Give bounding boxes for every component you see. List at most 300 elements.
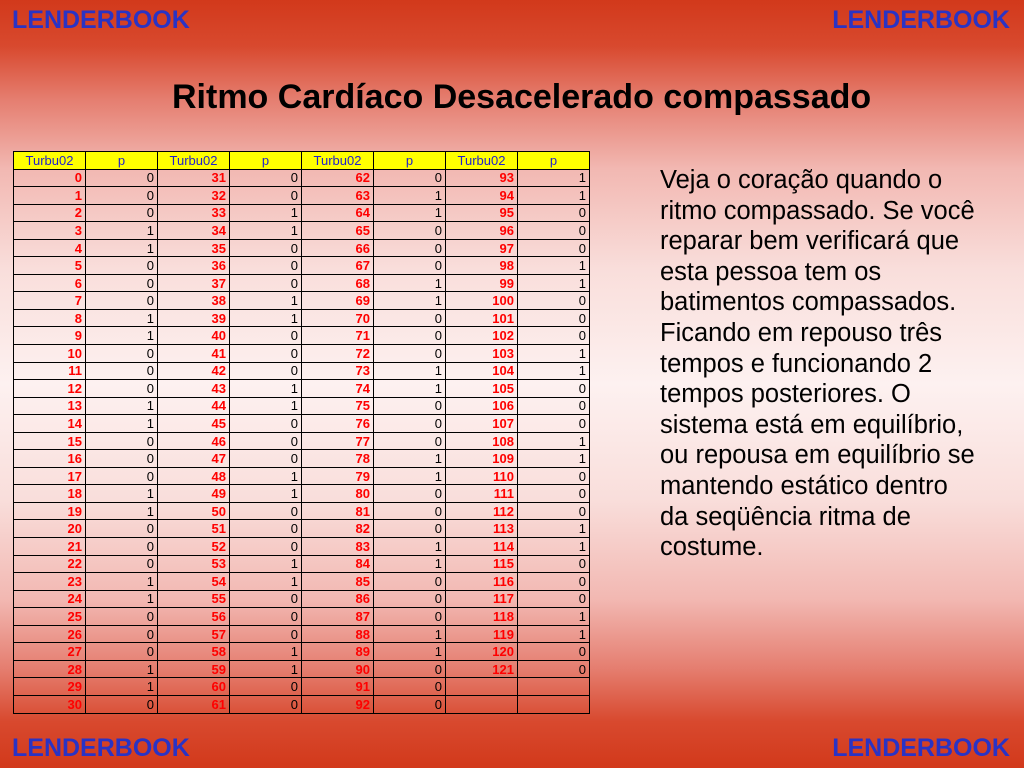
p-cell: 0: [230, 239, 302, 257]
turbu02-cell: 23: [14, 573, 86, 591]
p-cell: 0: [86, 467, 158, 485]
description-line: tempos posteriores. O: [660, 380, 911, 409]
table-row: [14, 169, 590, 187]
p-cell: 0: [230, 538, 302, 556]
p-cell: 0: [230, 450, 302, 468]
table-row: [14, 555, 590, 573]
turbu02-cell: 44: [158, 397, 230, 415]
turbu02-cell: 38: [158, 292, 230, 310]
turbu02-cell: 118: [446, 608, 518, 626]
table-row: [14, 345, 590, 363]
p-cell: 1: [86, 502, 158, 520]
turbu02-cell: 4: [14, 239, 86, 257]
p-cell: 0: [518, 292, 590, 310]
p-cell: 0: [230, 345, 302, 363]
p-cell: 0: [374, 415, 446, 433]
p-cell: 1: [230, 643, 302, 661]
turbu02-cell: 45: [158, 415, 230, 433]
p-cell: 1: [86, 573, 158, 591]
description-line: esta pessoa tem os: [660, 257, 882, 286]
turbu02-cell: 112: [446, 502, 518, 520]
p-cell: 1: [518, 538, 590, 556]
p-cell: 0: [374, 695, 446, 713]
p-cell: 0: [230, 327, 302, 345]
p-cell: 0: [374, 485, 446, 503]
turbu02-cell: 82: [302, 520, 374, 538]
turbu02-cell: 87: [302, 608, 374, 626]
p-cell: 1: [518, 608, 590, 626]
turbu02-cell: 6: [14, 274, 86, 292]
p-cell: 0: [518, 239, 590, 257]
p-cell: 0: [230, 625, 302, 643]
p-cell: 1: [230, 222, 302, 240]
turbu02-cell: 73: [302, 362, 374, 380]
turbu02-cell: 12: [14, 380, 86, 398]
turbu02-cell: 105: [446, 380, 518, 398]
table-row: [14, 380, 590, 398]
turbu02-cell: 13: [14, 397, 86, 415]
p-cell: 0: [86, 432, 158, 450]
table-row: [14, 625, 590, 643]
p-cell: 1: [86, 678, 158, 696]
turbu02-cell: 104: [446, 362, 518, 380]
p-cell: 1: [86, 415, 158, 433]
table-row: [14, 590, 590, 608]
table-row: [14, 397, 590, 415]
brand-label-bottom-left: LENDERBOOK: [12, 734, 190, 762]
turbu02-cell: 83: [302, 538, 374, 556]
p-cell: 0: [86, 169, 158, 187]
table-row: [14, 415, 590, 433]
turbu02-cell: 28: [14, 660, 86, 678]
turbu02-cell: 7: [14, 292, 86, 310]
turbu02-cell: 9: [14, 327, 86, 345]
turbu02-cell: 61: [158, 695, 230, 713]
turbu02-cell: 102: [446, 327, 518, 345]
p-cell: 1: [86, 222, 158, 240]
table-body: [14, 169, 590, 713]
turbu02-cell: 37: [158, 274, 230, 292]
turbu02-cell: 16: [14, 450, 86, 468]
p-cell: 0: [518, 415, 590, 433]
p-cell: 0: [374, 397, 446, 415]
turbu02-cell: 89: [302, 643, 374, 661]
turbu02-cell: 24: [14, 590, 86, 608]
p-cell: 1: [230, 292, 302, 310]
turbu02-cell: 95: [446, 204, 518, 222]
table-row: [14, 292, 590, 310]
turbu02-cell: 77: [302, 432, 374, 450]
p-cell: 0: [374, 169, 446, 187]
turbu02-cell: 110: [446, 467, 518, 485]
p-cell: 1: [374, 450, 446, 468]
table-row: [14, 643, 590, 661]
p-cell: 0: [374, 590, 446, 608]
column-header-p: p: [518, 152, 590, 170]
p-cell: 0: [374, 678, 446, 696]
column-header-turbu02: Turbu02: [302, 152, 374, 170]
slide-title: Ritmo Cardíaco Desacelerado compassado: [172, 78, 872, 116]
turbu02-cell: 94: [446, 187, 518, 205]
data-table: [13, 151, 590, 714]
description-line: sistema está em equilíbrio,: [660, 410, 964, 439]
p-cell: 0: [518, 397, 590, 415]
turbu02-cell: 20: [14, 520, 86, 538]
turbu02-cell: 98: [446, 257, 518, 275]
p-cell: 0: [518, 327, 590, 345]
turbu02-cell: 48: [158, 467, 230, 485]
p-cell: 0: [86, 345, 158, 363]
p-cell: 0: [518, 380, 590, 398]
p-cell: 1: [374, 187, 446, 205]
p-cell: 0: [86, 257, 158, 275]
turbu02-cell: 54: [158, 573, 230, 591]
p-cell: 0: [374, 608, 446, 626]
p-cell: 0: [518, 590, 590, 608]
turbu02-cell: 27: [14, 643, 86, 661]
table-row: [14, 257, 590, 275]
p-cell: 0: [86, 520, 158, 538]
turbu02-cell: 121: [446, 660, 518, 678]
turbu02-cell: 91: [302, 678, 374, 696]
p-cell: 1: [374, 274, 446, 292]
turbu02-cell: 55: [158, 590, 230, 608]
column-header-turbu02: Turbu02: [446, 152, 518, 170]
table-row: [14, 538, 590, 556]
p-cell: 0: [518, 573, 590, 591]
turbu02-cell: 66: [302, 239, 374, 257]
p-cell: 0: [518, 555, 590, 573]
turbu02-cell: 99: [446, 274, 518, 292]
table-row: [14, 660, 590, 678]
p-cell: 0: [230, 502, 302, 520]
turbu02-cell: 14: [14, 415, 86, 433]
turbu02-cell: 72: [302, 345, 374, 363]
turbu02-cell: 80: [302, 485, 374, 503]
turbu02-cell: 51: [158, 520, 230, 538]
p-cell: 1: [230, 309, 302, 327]
p-cell: 0: [230, 678, 302, 696]
description-line: Veja o coração quando o: [660, 166, 943, 194]
table-row: [14, 608, 590, 626]
turbu02-cell: 70: [302, 309, 374, 327]
p-cell: 0: [230, 187, 302, 205]
p-cell: 1: [518, 274, 590, 292]
brand-label-bottom-right: LENDERBOOK: [832, 734, 1010, 762]
description-line: costume.: [660, 533, 764, 562]
table-row: [14, 520, 590, 538]
turbu02-cell: 93: [446, 169, 518, 187]
turbu02-cell: 76: [302, 415, 374, 433]
description-line: da seqüência ritma de: [660, 502, 911, 531]
turbu02-cell: 33: [158, 204, 230, 222]
turbu02-cell: 97: [446, 239, 518, 257]
turbu02-cell: 108: [446, 432, 518, 450]
turbu02-cell: 2: [14, 204, 86, 222]
table-row: [14, 187, 590, 205]
turbu02-cell: 107: [446, 415, 518, 433]
turbu02-cell: 0: [14, 169, 86, 187]
table-row: [14, 432, 590, 450]
p-cell: 0: [230, 274, 302, 292]
p-cell: 1: [374, 292, 446, 310]
turbu02-cell: 26: [14, 625, 86, 643]
p-cell: 0: [86, 625, 158, 643]
turbu02-cell: 59: [158, 660, 230, 678]
table-row: [14, 204, 590, 222]
turbu02-cell: 11: [14, 362, 86, 380]
p-cell: 1: [518, 625, 590, 643]
turbu02-cell: 3: [14, 222, 86, 240]
p-cell: 0: [230, 695, 302, 713]
turbu02-cell: 78: [302, 450, 374, 468]
p-cell: [518, 695, 590, 713]
turbu02-cell: 36: [158, 257, 230, 275]
turbu02-cell: 65: [302, 222, 374, 240]
p-cell: 0: [230, 257, 302, 275]
turbu02-cell: 84: [302, 555, 374, 573]
table-row: [14, 239, 590, 257]
p-cell: 0: [374, 520, 446, 538]
p-cell: 1: [230, 467, 302, 485]
description-line: reparar bem verificará que: [660, 227, 960, 256]
p-cell: 1: [86, 397, 158, 415]
turbu02-cell: 40: [158, 327, 230, 345]
p-cell: 1: [518, 450, 590, 468]
turbu02-cell: [446, 678, 518, 696]
turbu02-cell: 62: [302, 169, 374, 187]
turbu02-cell: 111: [446, 485, 518, 503]
p-cell: 0: [374, 327, 446, 345]
p-cell: 1: [230, 485, 302, 503]
turbu02-cell: 74: [302, 380, 374, 398]
p-cell: 0: [518, 309, 590, 327]
p-cell: 0: [86, 204, 158, 222]
p-cell: 0: [374, 502, 446, 520]
turbu02-cell: 41: [158, 345, 230, 363]
p-cell: 1: [86, 327, 158, 345]
p-cell: 0: [374, 660, 446, 678]
turbu02-cell: 42: [158, 362, 230, 380]
table-row: [14, 573, 590, 591]
turbu02-cell: 5: [14, 257, 86, 275]
turbu02-cell: 116: [446, 573, 518, 591]
turbu02-cell: 43: [158, 380, 230, 398]
column-header-p: p: [86, 152, 158, 170]
turbu02-cell: 63: [302, 187, 374, 205]
turbu02-cell: 49: [158, 485, 230, 503]
p-cell: 0: [230, 520, 302, 538]
p-cell: 0: [86, 187, 158, 205]
p-cell: 0: [86, 274, 158, 292]
turbu02-cell: 119: [446, 625, 518, 643]
p-cell: 0: [86, 538, 158, 556]
p-cell: 0: [86, 380, 158, 398]
column-header-turbu02: Turbu02: [158, 152, 230, 170]
turbu02-cell: 90: [302, 660, 374, 678]
table-row: [14, 222, 590, 240]
p-cell: 1: [86, 590, 158, 608]
p-cell: 1: [518, 345, 590, 363]
turbu02-cell: 47: [158, 450, 230, 468]
p-cell: 0: [518, 660, 590, 678]
p-cell: 1: [374, 380, 446, 398]
turbu02-cell: 67: [302, 257, 374, 275]
p-cell: 1: [230, 380, 302, 398]
description-line: ou repousa em equilíbrio se: [660, 441, 975, 470]
brand-label-top-right: LENDERBOOK: [832, 6, 1010, 34]
turbu02-cell: 103: [446, 345, 518, 363]
table-header-row: [14, 152, 590, 170]
description-line: ritmo compassado. Se você: [660, 196, 975, 225]
description-text: [660, 165, 1010, 563]
p-cell: 0: [230, 590, 302, 608]
p-cell: 1: [374, 625, 446, 643]
p-cell: 0: [374, 309, 446, 327]
turbu02-cell: 86: [302, 590, 374, 608]
p-cell: 0: [86, 555, 158, 573]
turbu02-cell: 17: [14, 467, 86, 485]
turbu02-cell: 114: [446, 538, 518, 556]
p-cell: 1: [518, 362, 590, 380]
p-cell: 0: [86, 695, 158, 713]
p-cell: 0: [230, 608, 302, 626]
p-cell: 1: [230, 573, 302, 591]
p-cell: 1: [518, 257, 590, 275]
p-cell: 1: [518, 520, 590, 538]
turbu02-cell: 79: [302, 467, 374, 485]
p-cell: 0: [518, 643, 590, 661]
turbu02-cell: 34: [158, 222, 230, 240]
p-cell: 1: [86, 239, 158, 257]
p-cell: 0: [374, 222, 446, 240]
p-cell: 0: [86, 643, 158, 661]
p-cell: 0: [518, 467, 590, 485]
turbu02-cell: 85: [302, 573, 374, 591]
table-row: [14, 485, 590, 503]
turbu02-cell: 106: [446, 397, 518, 415]
p-cell: 1: [86, 485, 158, 503]
p-cell: 0: [374, 573, 446, 591]
turbu02-cell: 39: [158, 309, 230, 327]
turbu02-cell: 18: [14, 485, 86, 503]
table-header: [14, 152, 590, 170]
turbu02-cell: 113: [446, 520, 518, 538]
turbu02-cell: 10: [14, 345, 86, 363]
turbu02-cell: 115: [446, 555, 518, 573]
p-cell: 0: [86, 608, 158, 626]
turbu02-cell: 69: [302, 292, 374, 310]
p-cell: 0: [230, 362, 302, 380]
p-cell: 1: [374, 467, 446, 485]
p-cell: 0: [374, 239, 446, 257]
p-cell: 0: [86, 362, 158, 380]
p-cell: 1: [518, 187, 590, 205]
description-line: tempos e funcionando 2: [660, 349, 933, 378]
turbu02-cell: 75: [302, 397, 374, 415]
p-cell: 1: [374, 538, 446, 556]
p-cell: 0: [374, 432, 446, 450]
turbu02-cell: 60: [158, 678, 230, 696]
turbu02-cell: 52: [158, 538, 230, 556]
turbu02-cell: 100: [446, 292, 518, 310]
turbu02-cell: 50: [158, 502, 230, 520]
p-cell: 1: [374, 555, 446, 573]
turbu02-cell: 32: [158, 187, 230, 205]
p-cell: 0: [518, 485, 590, 503]
p-cell: 1: [518, 432, 590, 450]
p-cell: 0: [518, 502, 590, 520]
turbu02-cell: 19: [14, 502, 86, 520]
p-cell: 1: [230, 555, 302, 573]
turbu02-cell: 29: [14, 678, 86, 696]
column-header-turbu02: Turbu02: [14, 152, 86, 170]
p-cell: [518, 678, 590, 696]
p-cell: 1: [86, 660, 158, 678]
p-cell: 0: [374, 345, 446, 363]
p-cell: 0: [518, 222, 590, 240]
turbu02-cell: 57: [158, 625, 230, 643]
turbu02-cell: 88: [302, 625, 374, 643]
p-cell: 1: [518, 169, 590, 187]
description-line: Ficando em repouso três: [660, 318, 943, 347]
description-line: mantendo estático dentro: [660, 471, 948, 500]
turbu02-cell: 15: [14, 432, 86, 450]
turbu02-cell: 71: [302, 327, 374, 345]
p-cell: 1: [86, 309, 158, 327]
turbu02-cell: 81: [302, 502, 374, 520]
turbu02-cell: 64: [302, 204, 374, 222]
turbu02-cell: 25: [14, 608, 86, 626]
turbu02-cell: 58: [158, 643, 230, 661]
p-cell: 1: [374, 362, 446, 380]
turbu02-cell: 101: [446, 309, 518, 327]
p-cell: 0: [230, 415, 302, 433]
p-cell: 0: [230, 432, 302, 450]
table-row: [14, 362, 590, 380]
p-cell: 1: [374, 204, 446, 222]
table-row: [14, 678, 590, 696]
p-cell: 1: [230, 397, 302, 415]
table-row: [14, 327, 590, 345]
turbu02-cell: 117: [446, 590, 518, 608]
table-row: [14, 450, 590, 468]
p-cell: 0: [86, 450, 158, 468]
p-cell: 0: [230, 169, 302, 187]
p-cell: 0: [374, 257, 446, 275]
table-row: [14, 274, 590, 292]
turbu02-cell: 21: [14, 538, 86, 556]
turbu02-cell: 68: [302, 274, 374, 292]
turbu02-cell: 35: [158, 239, 230, 257]
table-row: [14, 695, 590, 713]
turbu02-cell: 30: [14, 695, 86, 713]
brand-label-top-left: LENDERBOOK: [12, 6, 190, 34]
p-cell: 1: [230, 660, 302, 678]
turbu02-cell: [446, 695, 518, 713]
p-cell: 0: [518, 204, 590, 222]
column-header-p: p: [374, 152, 446, 170]
turbu02-cell: 53: [158, 555, 230, 573]
description-line: batimentos compassados.: [660, 288, 957, 317]
turbu02-cell: 8: [14, 309, 86, 327]
turbu02-cell: 96: [446, 222, 518, 240]
turbu02-cell: 46: [158, 432, 230, 450]
p-cell: 0: [86, 292, 158, 310]
p-cell: 1: [374, 643, 446, 661]
turbu02-cell: 120: [446, 643, 518, 661]
turbu02-cell: 31: [158, 169, 230, 187]
